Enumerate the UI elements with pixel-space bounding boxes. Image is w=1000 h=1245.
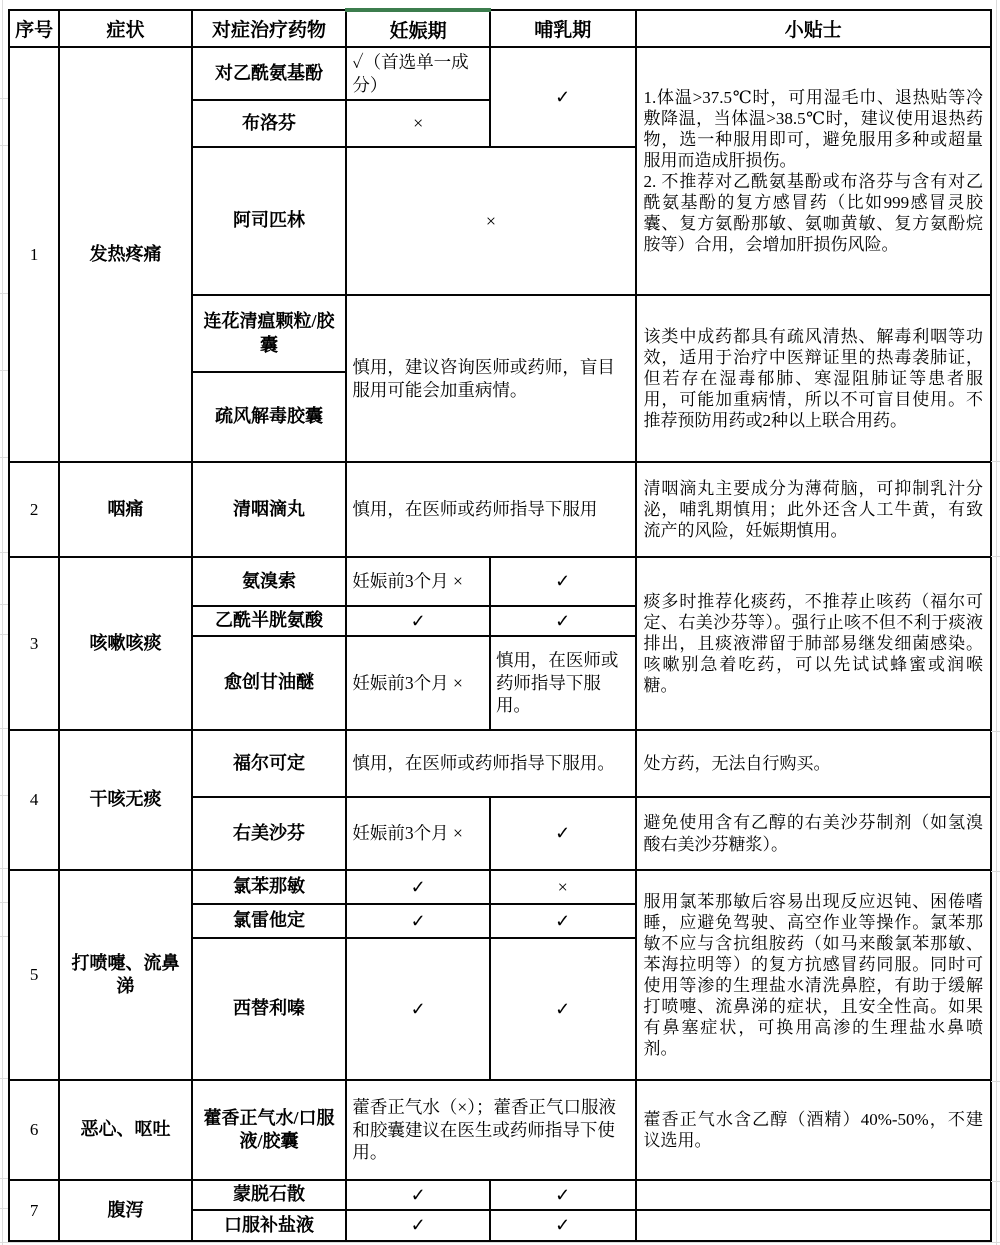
tips-cell-sore-throat: 清咽滴丸主要成分为薄荷脑，可抑制乳汁分泌，哺乳期慎用；此外还含人工牛黄，有致流产的风险，妊娠期慎用。 — [636, 462, 991, 557]
drug-cell-guaifenesin: 愈创甘油醚 — [192, 636, 347, 730]
drug-cell-shufeng: 疏风解毒胶囊 — [192, 372, 347, 462]
symptom-cell-dry-cough: 干咳无痰 — [59, 730, 192, 870]
symptom-cell-productive-cough: 咳嗽咳痰 — [59, 557, 192, 730]
drug-cell-loratadine: 氯雷他定 — [192, 904, 347, 938]
seq-cell-3: 3 — [9, 557, 59, 730]
seq-cell-7: 7 — [9, 1180, 59, 1241]
col-header-tips: 小贴士 — [636, 10, 991, 47]
sheet-gridline-stub — [0, 634, 8, 635]
sheet-gridline-bottom — [0, 1242, 1000, 1243]
symptom-cell-fever: 发热疼痛 — [59, 47, 192, 462]
sheet-gridline-left — [2, 0, 3, 1245]
pregnancy-cell-ambroxol: 妊娠前3个月 × — [346, 557, 490, 606]
lactation-cell-loratadine: ✓ — [490, 904, 636, 938]
medication-table — [8, 8, 992, 1242]
table-row — [9, 870, 991, 904]
lactation-cell-montmorillonite: ✓ — [490, 1180, 636, 1210]
tips-cell-montmorillonite-empty — [636, 1180, 991, 1210]
symptom-cell-sneezing-runny-nose: 打喷嚏、流鼻涕 — [59, 870, 192, 1080]
pregnancy-lactation-cell-huoxiang: 藿香正气水（×）；藿香正气口服液和胶囊建议在医生或药师指导下使用。 — [346, 1080, 635, 1180]
sheet-gridline-stub — [0, 145, 8, 146]
sheet-gridline-stub — [0, 728, 8, 729]
pregnancy-cell-loratadine: ✓ — [346, 904, 490, 938]
table-row — [9, 557, 991, 606]
sheet-gridline-stub — [0, 293, 8, 294]
pregnancy-cell-guaifenesin: 妊娠前3个月 × — [346, 636, 490, 730]
drug-cell-qingyan: 清咽滴丸 — [192, 462, 347, 557]
drug-cell-ambroxol: 氨溴索 — [192, 557, 347, 606]
drug-cell-aspirin: 阿司匹林 — [192, 147, 347, 295]
drug-cell-dextromethorphan: 右美沙芬 — [192, 797, 347, 870]
sheet-gridline-stub — [991, 871, 1000, 872]
pregnancy-cell-ors: ✓ — [346, 1210, 490, 1241]
lactation-cell-ors: ✓ — [490, 1210, 636, 1241]
table-row — [9, 730, 991, 797]
symptom-cell-sore-throat: 咽痛 — [59, 462, 192, 557]
sheet-gridline-stub — [0, 1178, 8, 1179]
sheet-gridline-stub — [0, 868, 8, 869]
sheet-gridline-stub — [991, 1181, 1000, 1182]
table-row — [9, 1080, 991, 1180]
drug-cell-ors: 口服补盐液 — [192, 1210, 347, 1241]
table-row — [9, 462, 991, 557]
lactation-cell-guaifenesin: 慎用，在医师或药师指导下服用。 — [490, 636, 636, 730]
seq-cell-6: 6 — [9, 1080, 59, 1180]
drug-cell-montmorillonite: 蒙脱石散 — [192, 1180, 347, 1210]
sheet-gridline-stub — [0, 604, 8, 605]
drug-cell-acetaminophen: 对乙酰氨基酚 — [192, 47, 347, 100]
symptom-cell-nausea: 恶心、呕吐 — [59, 1080, 192, 1180]
symptom-cell-diarrhea: 腹泻 — [59, 1180, 192, 1241]
drug-cell-pholcodine: 福尔可定 — [192, 730, 347, 797]
header-row — [9, 10, 991, 47]
col-header-lactation: 哺乳期 — [490, 10, 636, 47]
tips-cell-productive-cough: 痰多时推荐化痰药，不推荐止咳药（福尔可定、右美沙芬等）。强行止咳不但不利于痰液排出，且痰液滞留于肺部易继发细菌感染。咳嗽别急着吃药，可以先试试蜂蜜或润喉糖。 — [636, 557, 991, 730]
drug-cell-chlorphenamine: 氯苯那敏 — [192, 870, 347, 904]
pregnancy-cell-acetaminophen: ✓（首选单一成分） — [346, 47, 490, 100]
sheet-gridline-stub — [991, 1081, 1000, 1082]
tips-cell-pholcodine: 处方药，无法自行购买。 — [636, 730, 991, 797]
drug-cell-huoxiang: 藿香正气水/口服液/胶囊 — [192, 1080, 347, 1180]
table-row — [9, 47, 991, 100]
pregnancy-cell-chlorphenamine: ✓ — [346, 870, 490, 904]
seq-cell-1: 1 — [9, 47, 59, 462]
lactation-cell-cetirizine: ✓ — [490, 938, 636, 1080]
lactation-cell-ambroxol: ✓ — [490, 557, 636, 606]
tips-cell-nausea: 藿香正气水含乙醇（酒精）40%-50%，不建议选用。 — [636, 1080, 991, 1180]
drug-cell-lianhua: 连花清瘟颗粒/胶囊 — [192, 295, 347, 372]
lactation-cell-acetylcysteine: ✓ — [490, 606, 636, 636]
pregnancy-cell-ibuprofen: × — [346, 100, 490, 147]
sheet-gridline-stub — [0, 457, 8, 458]
sheet-gridline-stub — [0, 370, 8, 371]
col-header-symptom: 症状 — [59, 10, 192, 47]
tips-cell-dextromethorphan: 避免使用含有乙醇的右美沙芬制剂（如氢溴酸右美沙芬糖浆）。 — [636, 797, 991, 870]
sheet-gridline-stub — [0, 1078, 8, 1079]
table-row — [9, 1180, 991, 1210]
sheet-gridline-stub — [0, 98, 8, 99]
sheet-gridline-right — [996, 0, 997, 1245]
sheet-gridline-stub — [0, 1208, 8, 1209]
pregnancy-lactation-cell-pholcodine: 慎用，在医师或药师指导下服用。 — [346, 730, 635, 797]
sheet-gridline-stub — [991, 461, 1000, 462]
seq-cell-4: 4 — [9, 730, 59, 870]
pregnancy-lactation-cell-aspirin: × — [346, 147, 635, 295]
sheet-gridline-stub — [0, 552, 8, 553]
pregnancy-cell-montmorillonite: ✓ — [346, 1180, 490, 1210]
tips-paragraph-2: 2. 不推荐对乙酰氨基酚或布洛芬与含有对乙酰氨基酚的复方感冒药（比如999感冒灵胶囊、复方氨酚那敏、氨咖黄敏、复方氨酚烷胺等）合用，会增加肝损伤风险。 — [643, 172, 983, 255]
tips-cell-fever-2: 该类中成药都具有疏风清热、解毒利咽等功效，适用于治疗中医辩证里的热毒袭肺证，但若存在湿毒郁肺、寒湿阻肺证等患者服用，可能加重病情，所以不可盲目使用。不推荐预防用药或2种以上联合用药。 — [636, 295, 991, 462]
tips-cell-sneezing: 服用氯苯那敏后容易出现反应迟钝、困倦嗜睡，应避免驾驶、高空作业等操作。氯苯那敏不应与含抗组胺药（如马来酸氯苯那敏、苯海拉明等）的复方抗感冒药同服。同时可使用等渗的生理盐水清洗鼻腔，有助于缓解打喷嚏、流鼻涕的症状，且安全性高。如果有鼻塞症状，可换用高渗的生理盐水鼻喷剂。 — [636, 870, 991, 1080]
sheet-gridline-stub — [991, 731, 1000, 732]
drug-cell-cetirizine: 西替利嗪 — [192, 938, 347, 1080]
seq-cell-2: 2 — [9, 462, 59, 557]
pregnancy-lactation-cell-qingyan: 慎用，在医师或药师指导下服用 — [346, 462, 635, 557]
pregnancy-cell-cetirizine: ✓ — [346, 938, 490, 1080]
sheet-gridline-stub — [0, 795, 8, 796]
seq-cell-5: 5 — [9, 870, 59, 1080]
drug-cell-ibuprofen: 布洛芬 — [192, 100, 347, 147]
col-header-drug: 对症治疗药物 — [192, 10, 347, 47]
sheet-gridline-stub — [991, 556, 1000, 557]
lactation-cell-chlorphenamine: × — [490, 870, 636, 904]
tips-paragraph-1: 1.体温>37.5℃时，可用湿毛巾、退热贴等冷敷降温，当体温>38.5℃时，建议使用退热药物，选一种服用即可，避免服用多种或超量服用而造成肝损伤。 — [643, 87, 983, 170]
col-header-pregnancy: 妊娠期 — [346, 10, 490, 47]
lactation-cell-dextromethorphan: ✓ — [490, 797, 636, 870]
lactation-cell-acetaminophen-ibuprofen: ✓ — [490, 47, 636, 147]
pregnancy-cell-acetylcysteine: ✓ — [346, 606, 490, 636]
col-header-no: 序号 — [9, 10, 59, 47]
pregnancy-cell-dextromethorphan: 妊娠前3个月 × — [346, 797, 490, 870]
sheet-gridline-stub — [0, 902, 8, 903]
pregnancy-lactation-cell-lianhua-shufeng: 慎用，建议咨询医师或药师，盲目服用可能会加重病情。 — [346, 295, 635, 462]
tips-cell-ors-empty — [636, 1210, 991, 1241]
sheet-gridline-stub — [0, 936, 8, 937]
drug-cell-acetylcysteine: 乙酰半胱氨酸 — [192, 606, 347, 636]
tips-cell-fever-1 — [636, 47, 991, 295]
